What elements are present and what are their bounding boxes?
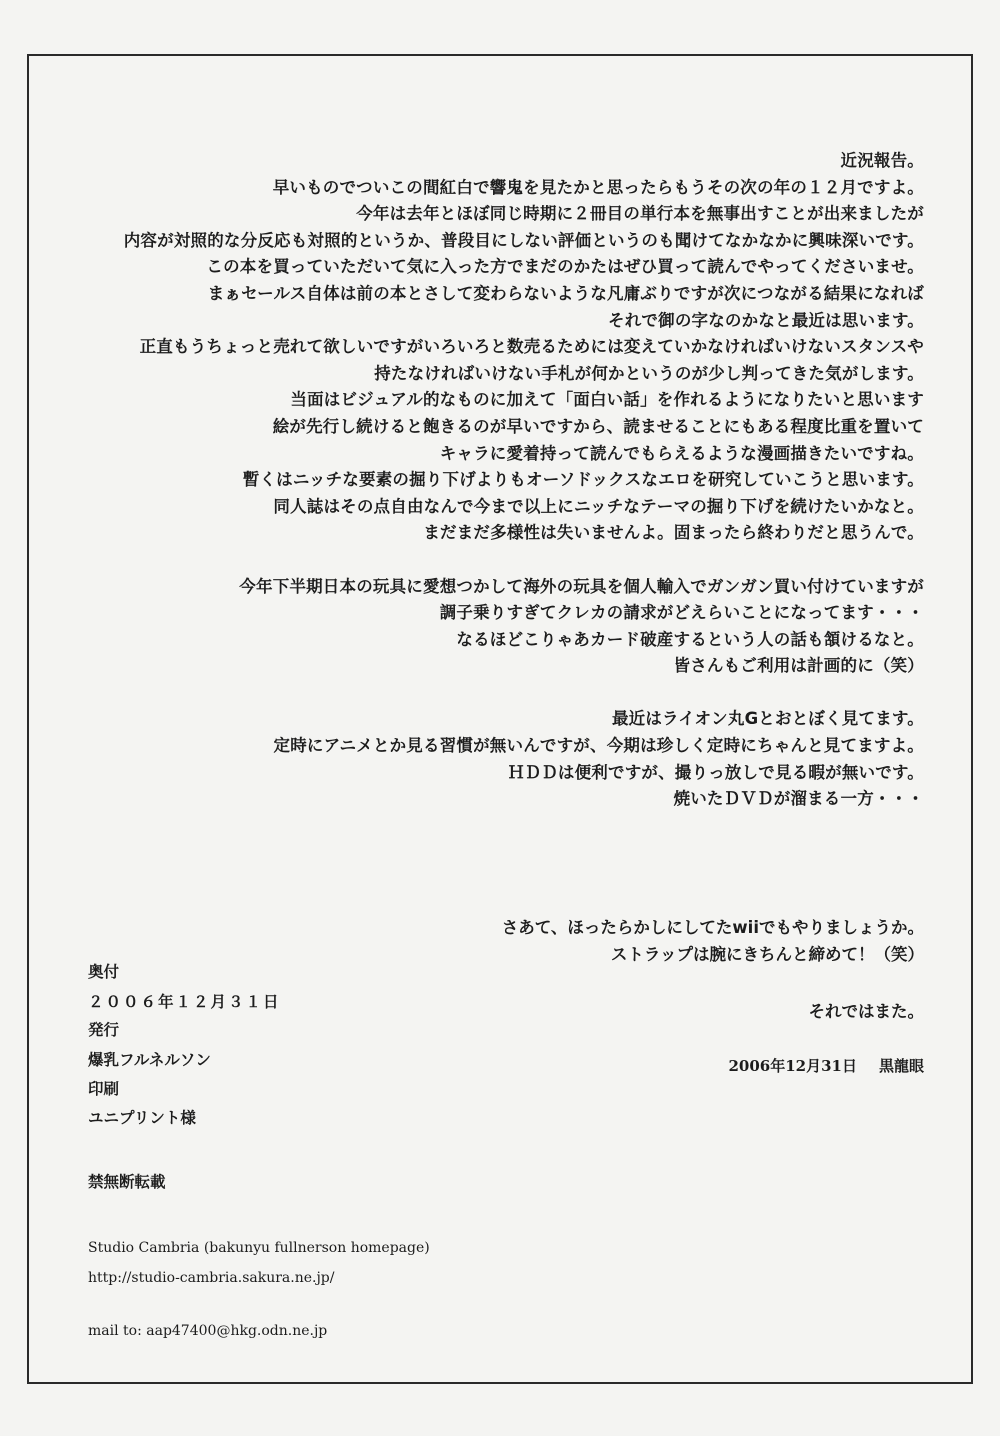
report-line: 調子乗りすぎてクレカの請求がどえらいことになってます・・・ [439, 603, 924, 623]
signature-line [728, 1055, 924, 1076]
studio-url: http://studio-cambria.sakura.ne.jp/ [88, 1270, 335, 1286]
signoff: それではまた。 [808, 1002, 924, 1021]
report-line: 同人誌はその点自由なんで今まで以上にニッチなテーマの掘り下げを続けたいかなと。 [273, 496, 924, 516]
report-line: それで御の字なのかなと最近は思います。 [608, 310, 924, 330]
report-line: なるほどこりゃあカード破産するという人の話も頷けるなと。 [456, 629, 924, 649]
closing-block [324, 914, 924, 968]
publisher-name: 爆乳フルネルソン [88, 1050, 211, 1069]
mail-address: mail to: aap47400@hkg.odn.ne.jp [88, 1323, 328, 1339]
publisher-label: 発行 [88, 1021, 120, 1040]
report-line: 暫くはニッチな要素の掘り下げよりもオーソドックスなエロを研究していこうと思います。 [242, 470, 924, 490]
report-line: まだまだ多様性は失いませんよ。固まったら終わりだと思うんで。 [423, 523, 924, 543]
report-line: この本を買っていただいて気に入った方でまだのかたはぜひ買って読んでやってくださいませ。 [206, 257, 924, 277]
printer-name: ユニプリント様 [88, 1108, 196, 1127]
report-line: 焼いたＤＶＤが溜まる一方・・・ [673, 789, 924, 809]
closing-line: ストラップは腕にきちんと締めて！（笑） [610, 945, 924, 964]
report-line: 最近はライオン丸Gとおとぼく見てます。 [611, 709, 924, 729]
colophon-heading: 奥付 [88, 963, 120, 981]
report-line: 定時にアニメとか見る習慣が無いんですが、今期は珍しく定時にちゃんと見てますよ。 [273, 736, 924, 756]
report-body [64, 148, 924, 813]
paragraph-gap [64, 547, 924, 574]
report-line: 持たなければいけない手札が何かというのが少し判ってきた気がします。 [374, 363, 924, 383]
report-line: キャラに愛着持って読んでもらえるような漫画描きたいですね。 [439, 443, 924, 463]
report-heading: 近況報告。 [840, 151, 924, 170]
report-line: 今年下半期日本の玩具に愛想つかして海外の玩具を個人輸入でガンガン買い付けていますが [239, 576, 924, 596]
report-line: 絵が先行し続けると飽きるのが早いですから、読ませることにもある程度比重を置いて [272, 416, 924, 436]
report-line: 今年は去年とほぼ同じ時期に２冊目の単行本を無事出すことが出来ましたが [356, 204, 924, 224]
report-line: 内容が対照的な分反応も対照的というか、普段目にしない評価というのも聞けてなかなかに興味深いです。 [123, 230, 924, 250]
report-line: 当面はビジュアル的なものに加えて「面白い話」を作れるようになりたいと思います [290, 390, 924, 410]
report-line: まぁセールス自体は前の本とさして変わらないような凡庸ぶりですが次につながる結果になれば [207, 283, 924, 303]
colophon-date: ２００６年１２月３１日 [88, 992, 281, 1012]
studio-info [88, 1233, 430, 1293]
signature-date: 2006年12月31日 [728, 1057, 857, 1075]
closing-line: さあて、ほったらかしにしてたwiiでもやりましょうか。 [501, 918, 924, 937]
report-line: ＨＤＤは便利ですが、撮りっ放しで見る暇が無いです。 [507, 762, 924, 782]
printer-label: 印刷 [88, 1079, 120, 1098]
copyright-notice: 禁無断転載 [88, 1173, 166, 1191]
report-line: 正直もうちょっと売れて欲しいですがいろいろと数売るためには変えていかなければいけないスタンスや [139, 337, 924, 357]
studio-name: Studio Cambria (bakunyu fullnerson homepage) [88, 1240, 430, 1256]
author-name: 黒龍眼 [878, 1057, 924, 1075]
report-line: 皆さんもご利用は計画的に（笑） [673, 656, 924, 676]
paragraph-gap [64, 680, 924, 707]
report-line: 早いものでついこの間紅白で響鬼を見たかと思ったらもうその次の年の１２月ですよ。 [272, 177, 924, 197]
colophon [88, 958, 281, 1133]
